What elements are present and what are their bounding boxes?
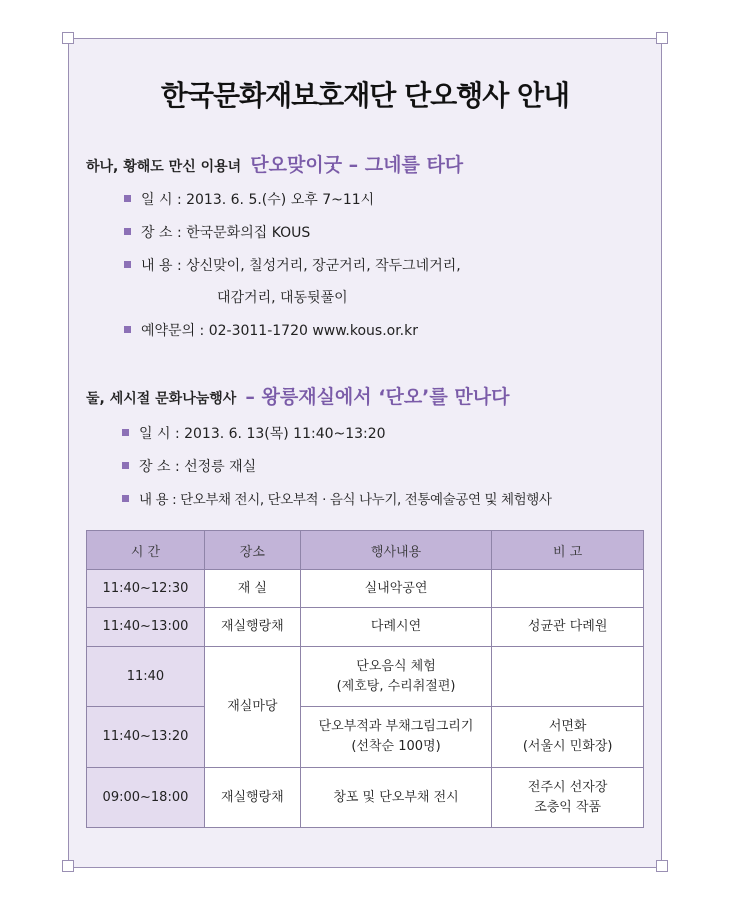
section1-content-text: 내 용 : 상신맞이, 칠성거리, 장군거리, 작두그네거리,: [141, 258, 461, 274]
section2-date-text: 일 시 : 2013. 6. 13(목) 11:40~13:20: [139, 426, 386, 442]
bullet-icon: [124, 195, 131, 202]
cell-place: 재실마당: [204, 647, 300, 768]
cell-time: 09:00~18:00: [87, 768, 205, 828]
section1-content: [124, 255, 461, 275]
section2-lead: 둘, 세시절 문화나눔행사: [86, 391, 237, 407]
section2-heading: [86, 382, 509, 409]
page-title: 한국문화재보호재단 단오행사 안내: [160, 79, 570, 112]
cell-content: 창포 및 단오부채 전시: [300, 768, 492, 828]
section2-place-text: 장 소 : 선정릉 재실: [139, 459, 257, 475]
column-header-note: 비 고: [492, 531, 644, 570]
section2-date: [122, 423, 386, 443]
bullet-icon: [124, 228, 131, 235]
table-row: [87, 768, 644, 828]
cell-time: 11:40~13:20: [87, 707, 205, 768]
section1-content-line2: 대감거리, 대동뒷풀이: [217, 290, 348, 306]
cell-note: [492, 570, 644, 608]
table-row: [87, 608, 644, 647]
section1-date: [124, 189, 374, 209]
cell-content: 다례시연: [300, 608, 492, 647]
section2-place: [122, 456, 256, 476]
bullet-icon: [124, 326, 131, 333]
bullet-icon: [122, 462, 129, 469]
cell-place: 재실행랑채: [204, 608, 300, 647]
section1-place: [124, 222, 310, 242]
column-header-content: 행사내용: [300, 531, 492, 570]
cell-note: 성균관 다례원: [492, 608, 644, 647]
cell-note-line: 서면화: [548, 719, 587, 734]
cell-note-line: 전주시 선자장: [527, 779, 608, 795]
cell-time: 11:40: [87, 647, 205, 707]
table-header-row: [87, 531, 644, 570]
section1-heading: [86, 150, 463, 177]
cell-place: 재 실: [204, 570, 300, 608]
table-row: [87, 647, 644, 707]
cell-content-line: 단오음식 체험: [356, 658, 436, 674]
cell-content-line: 단오부적과 부채그림그리기: [318, 719, 474, 734]
cell-note: [492, 707, 644, 768]
cell-time: 11:40~13:00: [87, 608, 205, 647]
cell-note-line: (서울시 민화장): [522, 739, 613, 754]
schedule-table: [86, 530, 644, 828]
section1-date-text: 일 시 : 2013. 6. 5.(수) 오후 7~11시: [141, 192, 375, 208]
section1-reservation-text: 예약문의 : 02-3011-1720 www.kous.or.kr: [141, 323, 418, 339]
table-row: [87, 570, 644, 608]
cell-place: 재실행랑채: [204, 768, 300, 828]
cell-time: 11:40~12:30: [87, 570, 205, 608]
bullet-icon: [122, 495, 129, 502]
section2-content: [122, 488, 552, 508]
cell-content: [300, 647, 492, 707]
section2-subtitle: – 왕릉재실에서 ‘단오’를 만나다: [245, 386, 510, 408]
section1-lead: 하나, 황해도 만신 이용녀: [86, 159, 242, 175]
bullet-icon: [124, 261, 131, 268]
cell-content-line: (선착순 100명): [351, 739, 441, 754]
cell-note: [492, 647, 644, 707]
cell-content-line: (제호탕, 수리취절편): [336, 678, 456, 694]
column-header-place: 장소: [204, 531, 300, 570]
table-row: [87, 707, 644, 768]
cell-note: [492, 768, 644, 828]
frame-corner-ornament: [656, 860, 668, 872]
cell-content: [300, 707, 492, 768]
frame-corner-ornament: [62, 860, 74, 872]
section1-reservation: [124, 320, 418, 340]
cell-note-line: 조충익 작품: [534, 799, 602, 815]
frame-corner-ornament: [62, 32, 74, 44]
bullet-icon: [122, 429, 129, 436]
frame-corner-ornament: [656, 32, 668, 44]
section1-place-text: 장 소 : 한국문화의집 KOUS: [141, 225, 311, 241]
column-header-time: 시 간: [87, 531, 205, 570]
cell-content: 실내악공연: [300, 570, 492, 608]
section2-content-text: 내 용 : 단오부채 전시, 단오부적 · 음식 나누기, 전통예술공연 및 체험행사: [139, 492, 552, 508]
section1-subtitle: 단오맞이굿 – 그네를 타다: [250, 154, 464, 176]
